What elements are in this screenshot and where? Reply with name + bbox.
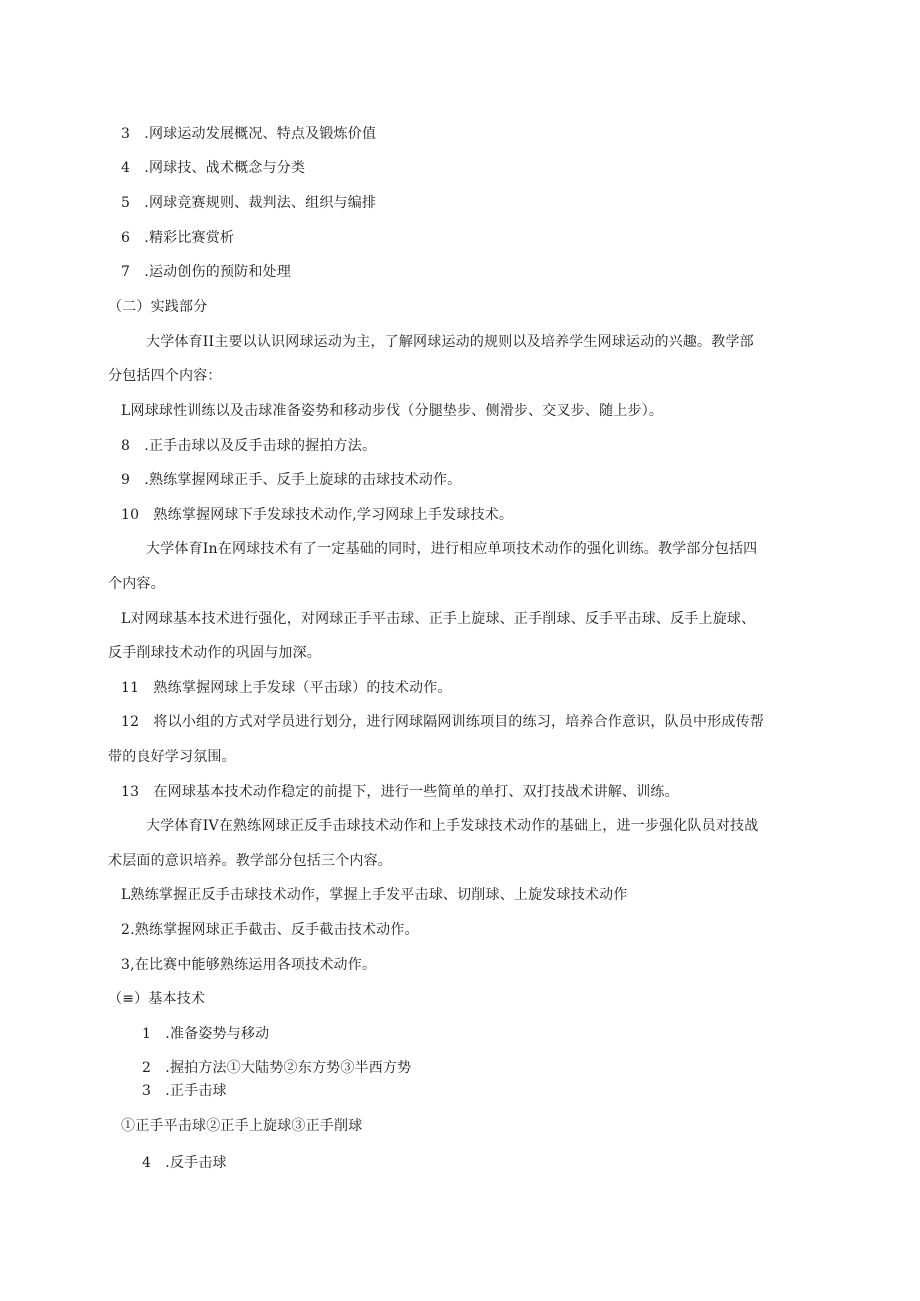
course2-item: 9 .熟练掌握网球正手、反手上旋球的击球技术动作。 [121,472,462,488]
basic-item: 4 .反手击球 [142,1155,227,1171]
theory-item: 4 .网球技、战术概念与分类 [121,160,306,176]
theory-item: 3 .网球运动发展概况、特点及锻炼价值 [121,126,377,142]
course3-item-cont: 带的良好学习氛围。 [108,749,236,765]
course4-item: L熟练掌握正反手击球技术动作，掌握上手发平击球、切削球、上旋发球技术动作 [121,887,628,903]
course3-item: L对网球基本技术进行强化，对网球正手平击球、正手上旋球、正手削球、反手平击球、反手上旋球、 [121,611,756,627]
basic-item: 1 .准备姿势与移动 [142,1026,270,1042]
theory-item: 6 .精彩比赛赏析 [121,230,235,246]
course4-item: 2.熟练掌握网球正手截击、反手截击技术动作。 [121,922,419,938]
course3-intro-cont: 个内容。 [108,576,165,592]
course3-intro: 大学体育In在网球技术有了一定基础的同时，进行相应单项技术动作的强化训练。教学部分包括四 [146,541,758,557]
theory-item: 7 .运动创伤的预防和处理 [121,264,291,280]
course2-intro: 大学体育II主要以认识网球运动为主，了解网球运动的规则以及培养学生网球运动的兴趣。教学部 [146,334,754,350]
basic-subitem: ①正手平击球②正手上旋球③正手削球 [121,1118,363,1134]
course4-item: 3,在比赛中能够熟练运用各项技术动作。 [121,957,377,973]
course2-intro-cont: 分包括四个内容： [108,368,222,384]
course2-item: L网球球性训练以及击球准备姿势和移动步伐（分腿垫步、侧滑步、交叉步、随上步）。 [121,403,664,419]
course4-intro: 大学体育IV在熟练网球正反手击球技术动作和上手发球技术动作的基础上，进一步强化队员对技战 [146,818,759,834]
basic-item: 2 .握拍方法①大陆势②东方势③半西方势 [142,1060,412,1076]
course3-item: 12 将以小组的方式对学员进行划分，进行网球隔网训练项目的练习，培养合作意识，队员中形成传帮 [121,714,765,730]
course2-item: 10 熟练掌握网球下手发球技术动作,学习网球上手发球技术。 [121,507,514,523]
course3-item: 13 在网球基本技术动作稳定的前提下，进行一些简单的单打、双打技战术讲解、训练。 [121,784,679,800]
course3-item: 11 熟练掌握网球上手发球（平击球）的技术动作。 [121,680,452,696]
course2-item: 8 .正手击球以及反手击球的握拍方法。 [121,438,377,454]
course4-intro-cont: 术层面的意识培养。教学部分包括三个内容。 [108,853,392,869]
course3-item-cont: 反手削球技术动作的巩固与加深。 [108,645,321,661]
section-heading-practice: （二）实践部分 [108,299,208,315]
basic-item: 3 .正手击球 [142,1083,227,1099]
theory-item: 5 .网球竞赛规则、裁判法、组织与编排 [121,195,377,211]
section-heading-basic: （≡）基本技术 [108,991,206,1007]
